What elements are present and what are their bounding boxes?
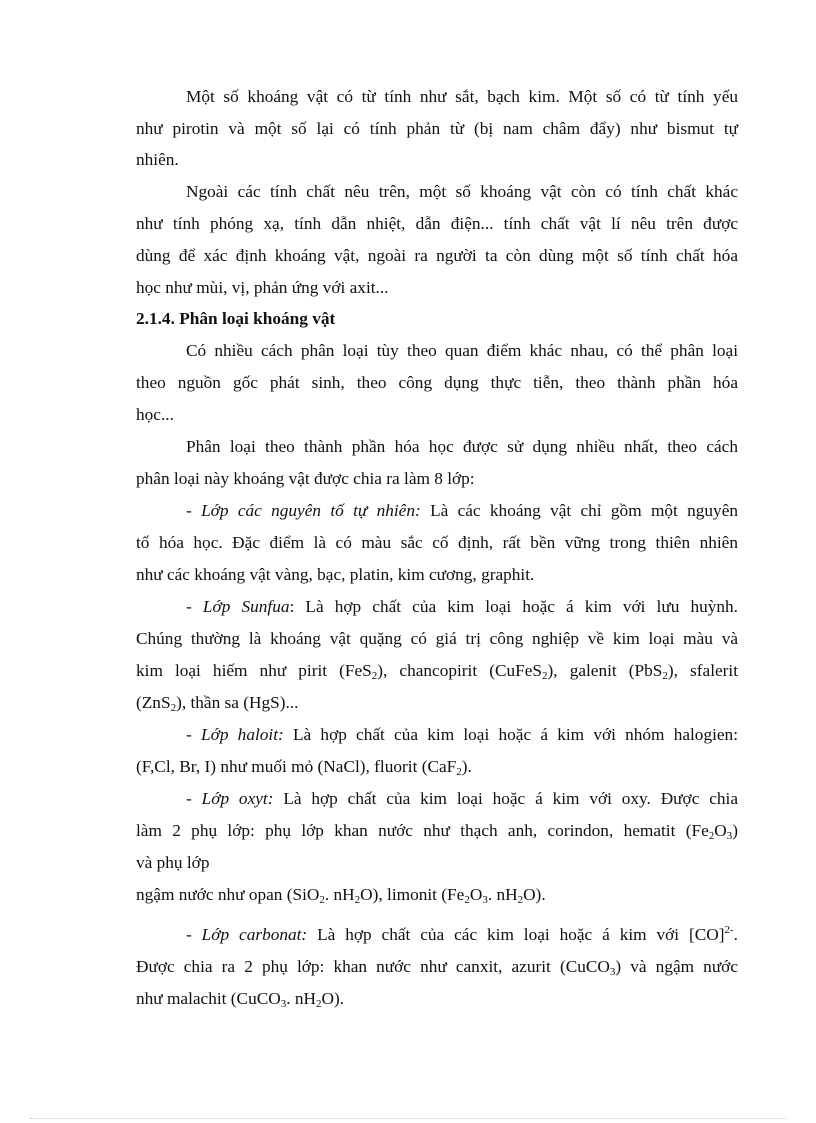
subscript: 2 (542, 670, 548, 682)
text: : Là hợp chất của kim loại hoặc á kim với lưu huỳnh. (289, 597, 738, 616)
subscript: 2 (662, 670, 668, 682)
text: . (733, 925, 738, 944)
text: O (714, 821, 727, 840)
text: nhiên. (136, 150, 179, 169)
subscript: 2 (319, 894, 325, 906)
text: Ngoài các tính chất nêu trên, một số khoáng vật còn có tính chất khác (186, 182, 738, 201)
dash: - (186, 597, 203, 616)
paragraph-line (136, 372, 738, 394)
paragraph-line (136, 660, 738, 682)
paragraph-line (186, 86, 738, 108)
paragraph-line (186, 340, 738, 362)
subscript: 2 (456, 766, 462, 778)
text: ). (461, 757, 472, 776)
text: O). (321, 989, 345, 1008)
text: ) (732, 821, 738, 840)
class-term: Lớp oxyt: (201, 789, 274, 808)
subscript: 2 (517, 894, 524, 906)
paragraph-line (136, 820, 738, 842)
list-item-line (186, 500, 738, 522)
dash: - (186, 501, 202, 520)
text: O), limonit (Fe (360, 885, 465, 904)
list-item-line (186, 788, 738, 810)
text: kim loại hiếm như pirit (FeS (136, 661, 372, 680)
text: O). (523, 885, 546, 904)
subscript: 2 (315, 998, 322, 1010)
text: học... (136, 405, 174, 424)
paragraph-line (136, 956, 738, 978)
text: ), sfalerit (667, 661, 739, 680)
dash: - (186, 725, 201, 744)
text: phân loại này khoáng vật được chia ra làm 8 lớp: (136, 469, 475, 488)
dash: - (186, 789, 202, 808)
footer-divider (30, 1118, 786, 1119)
text: dùng để xác định khoáng vật, ngoài ra người ta còn dùng một số tính chất hóa (136, 246, 738, 265)
text: Là hợp chất của kim loại hoặc á kim với oxy. Được chia (273, 789, 738, 808)
subscript: 2 (464, 894, 470, 906)
subscript: 2 (170, 702, 177, 714)
paragraph-line (136, 277, 738, 299)
list-item-line (186, 724, 738, 746)
subscript: 2 (371, 670, 378, 682)
paragraph-line (136, 852, 738, 874)
paragraph-line (186, 436, 738, 458)
list-item-line (186, 924, 738, 946)
text: như tính phóng xạ, tính dẫn nhiệt, dẫn điện... tính chất vật lí nêu trên được (136, 214, 738, 233)
text: ngậm nước như opan (SiO (136, 885, 320, 904)
text: Là hợp chất của các kim loại hoặc á kim với [CO] (307, 925, 725, 944)
subscript: 2 (708, 830, 715, 842)
text: O (469, 885, 483, 904)
text: Là hợp chất của kim loại hoặc á kim với nhóm halogien: (283, 725, 738, 744)
text: làm 2 phụ lớp: phụ lớp khan nước như thạch anh, corindon, hematit (Fe (136, 821, 709, 840)
paragraph-line (136, 245, 738, 267)
subscript: 3 (726, 830, 733, 842)
list-item-line (186, 596, 738, 618)
text: . nH (286, 989, 316, 1008)
paragraph-line (186, 181, 738, 203)
text: như malachit (CuCO (136, 989, 281, 1008)
section-heading (136, 308, 738, 330)
paragraph-line (136, 118, 738, 140)
text: Chúng thường là khoáng vật quặng có giá trị công nghiệp về kim loại màu và (136, 629, 738, 648)
paragraph-line (136, 532, 738, 554)
text: . nH (324, 885, 355, 904)
paragraph-line (136, 692, 738, 714)
text: như pirotin và một số lại có tính phản từ (bị nam châm đẩy) như bismut tự (136, 119, 738, 138)
text: tố hóa học. Đặc điểm là có màu sắc cố định, rất bền vững trong thiên nhiên (136, 533, 738, 552)
superscript: 2- (724, 924, 734, 936)
text: Một số khoáng vật có từ tính như sắt, bạch kim. Một số có từ tính yếu (186, 87, 738, 106)
text: Phân loại theo thành phần hóa học được sử dụng nhiều nhất, theo cách (186, 437, 738, 456)
text: ) và ngậm nước (615, 957, 738, 976)
text: ), chancopirit (CuFeS (377, 661, 543, 680)
text: như các khoáng vật vàng, bạc, platin, kim cương, graphit. (136, 565, 535, 584)
text: (ZnS (136, 693, 171, 712)
text: Có nhiều cách phân loại tùy theo quan điểm khác nhau, có thể phân loại (186, 341, 738, 360)
subscript: 3 (280, 998, 287, 1010)
paragraph-line (136, 628, 738, 650)
paragraph-line (136, 884, 738, 906)
text: Được chia ra 2 phụ lớp: khan nước như canxit, azurit (CuCO (136, 957, 610, 976)
text: và phụ lớp (136, 853, 210, 872)
subscript: 3 (482, 894, 488, 906)
class-term: Lớp Sunfua (202, 597, 290, 616)
dash: - (186, 925, 202, 944)
subscript: 2 (354, 894, 361, 906)
paragraph-line (136, 468, 738, 490)
heading-text: 2.1.4. Phân loại khoáng vật (136, 309, 336, 328)
paragraph-line (136, 149, 738, 171)
text: theo nguồn gốc phát sinh, theo công dụng thực tiễn, theo thành phần hóa (136, 373, 738, 392)
text: ), thần sa (HgS)... (176, 693, 299, 712)
class-term: Lớp carbonat: (201, 925, 308, 944)
text: Là các khoáng vật chỉ gồm một nguyên (420, 501, 739, 520)
paragraph-line (136, 756, 738, 778)
text: học như mùi, vị, phản ứng với axit... (136, 278, 389, 297)
paragraph-line (136, 564, 738, 586)
class-term: Lớp haloit: (200, 725, 284, 744)
class-term: Lớp các nguyên tố tự nhiên: (201, 501, 421, 520)
text: . nH (487, 885, 518, 904)
paragraph-line (136, 213, 738, 235)
paragraph-line (136, 404, 738, 426)
subscript: 3 (609, 966, 616, 978)
text: ), galenit (PbS (547, 661, 663, 680)
text: (F,Cl, Br, I) như muối mỏ (NaCl), fluorit (CaF (136, 757, 457, 776)
paragraph-line (136, 988, 738, 1010)
